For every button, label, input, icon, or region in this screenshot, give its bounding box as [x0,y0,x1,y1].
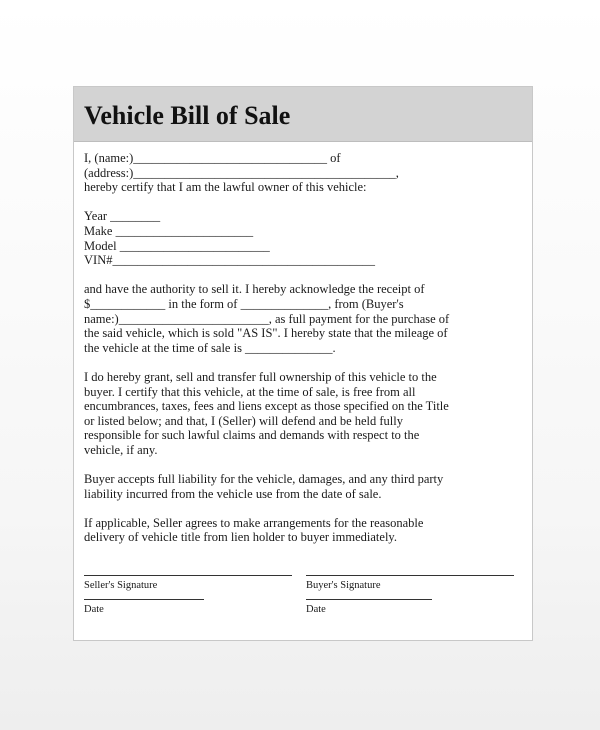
buyer-signature-label: Buyer's Signature [306,580,381,591]
ownership-line: buyer. I certify that this vehicle, at the time of sale, is free from all [84,384,416,399]
ownership-line: responsible for such lawful claims and demands with respect to the [84,428,420,443]
ownership-line: or listed below; and that, I (Seller) will defend and be held fully [84,413,404,428]
buyer-signature-line [306,575,514,576]
delivery-line: If applicable, Seller agrees to make arrangements for the reasonable [84,515,424,530]
title-bar [74,87,532,142]
ownership-line: vehicle, if any. [84,442,158,457]
buyer-date-line [306,599,432,600]
liability-line: Buyer accepts full liability for the vehicle, damages, and any third party [84,472,444,487]
seller-signature-label: Seller's Signature [84,580,158,591]
owner-certify-line: hereby certify that I am the lawful owner of this vehicle: [84,180,367,195]
authority-line: name:)________________________, as full payment for the purchase of [84,311,450,326]
ownership-line: encumbrances, taxes, fees and liens except as those specified on the Title [84,399,449,414]
seller-signature-line [84,575,292,576]
document-title: Vehicle Bill of Sale [84,101,291,130]
bill-of-sale-document [73,86,533,641]
owner-address-line: (address:)__________________________________________, [84,165,399,180]
seller-date-line [84,599,204,600]
vehicle-make-field: Make ______________________ [84,223,254,238]
authority-line: $____________ in the form of ______________, from (Buyer's [84,296,404,311]
authority-line: and have the authority to sell it. I hereby acknowledge the receipt of [84,282,425,297]
vehicle-model-field: Model ________________________ [84,238,270,253]
vehicle-year-field: Year ________ [84,209,161,224]
signature-area [84,575,524,635]
authority-line: the vehicle at the time of sale is ______________. [84,340,336,355]
delivery-line: delivery of vehicle title from lien holder to buyer immediately. [84,530,397,545]
liability-line: liability incurred from the vehicle use from the date of sale. [84,486,382,501]
buyer-date-label: Date [306,604,326,615]
authority-line: the said vehicle, which is sold "AS IS". I hereby state that the mileage of [84,326,448,341]
seller-date-label: Date [84,604,104,615]
buyer-signature-block [306,575,514,615]
seller-signature-block [84,575,292,615]
ownership-line: I do hereby grant, sell and transfer full ownership of this vehicle to the [84,369,437,384]
owner-name-line: I, (name:)_______________________________ of [84,151,341,165]
vehicle-vin-field: VIN#__________________________________________ [84,253,375,268]
document-body [84,151,524,545]
